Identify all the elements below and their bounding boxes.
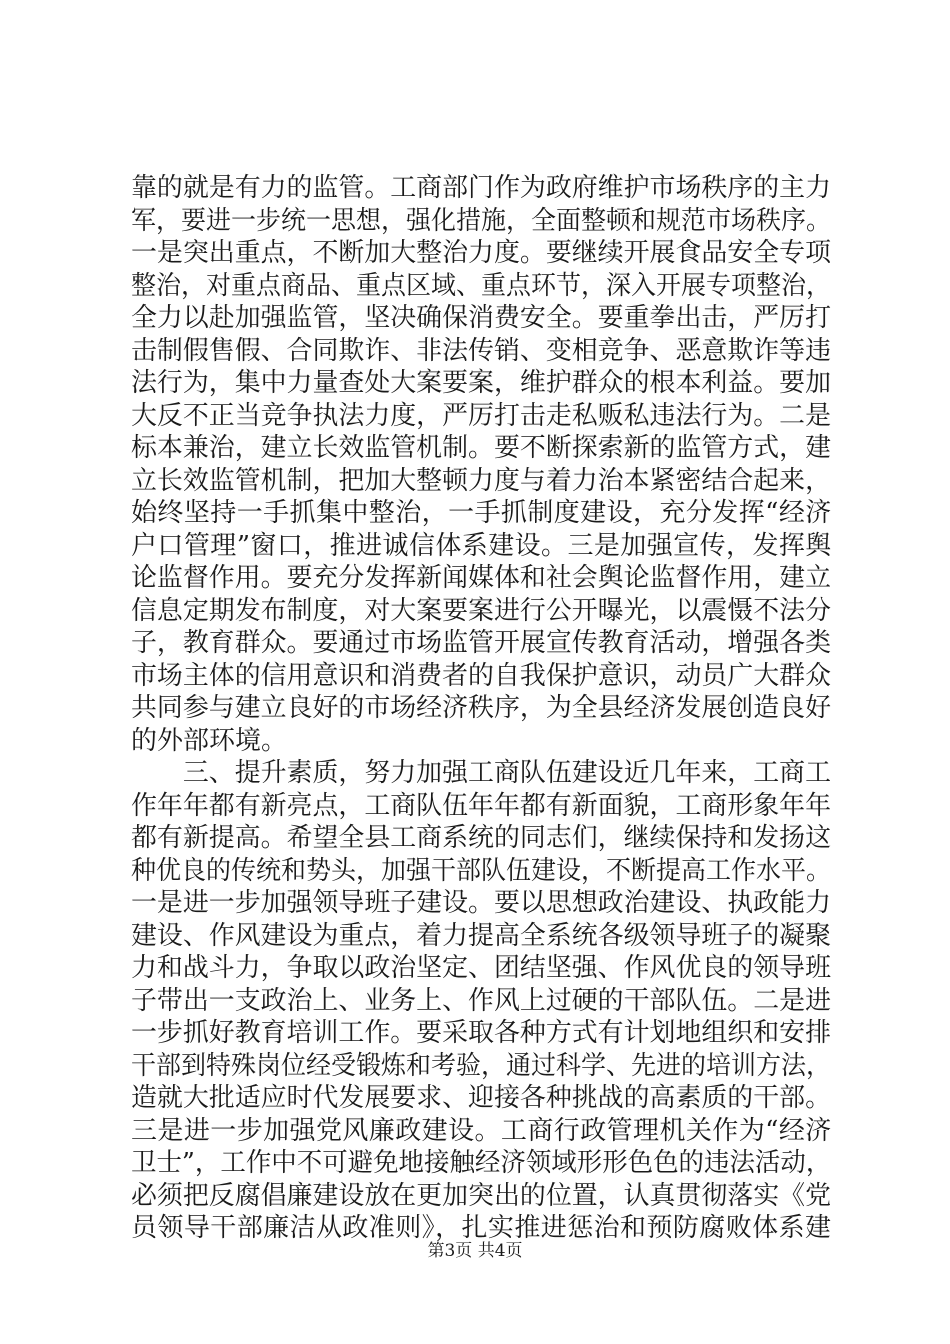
text-line: 一是突出重点，不断加大整治力度。要继续开展食品安全专项 bbox=[131, 238, 832, 268]
text-line: 力和战斗力，争取以政治坚定、团结坚强、作风优良的领导班 bbox=[131, 953, 832, 983]
text-line: 种优良的传统和势头，加强干部队伍建设，不断提高工作水平。 bbox=[131, 855, 832, 886]
text-line: 市场主体的信用意识和消费者的自我保护意识，动员广大群众 bbox=[131, 660, 832, 691]
text-line: 员领导干部廉洁从政准则》，扎实推进惩治和预防腐败体系建 bbox=[131, 1213, 832, 1243]
text-line: 标本兼治，建立长效监管机制。要不断探索新的监管方式，建 bbox=[131, 433, 832, 463]
text-line: 信息定期发布制度，对大案要案进行公开曝光，以震慑不法分 bbox=[131, 595, 832, 626]
text-line: 一步抓好教育培训工作。要采取各种方式有计划地组织和安排 bbox=[131, 1018, 832, 1048]
text-line: 论监督作用。要充分发挥新闻媒体和社会舆论监督作用，建立 bbox=[131, 563, 832, 593]
text-line: 三是进一步加强党风廉政建设。工商行政管理机关作为“经济 bbox=[131, 1115, 832, 1146]
text-line: 卫士”，工作中不可避免地接触经济领域形形色色的违法活动， bbox=[131, 1148, 832, 1178]
text-line: 干部到特殊岗位经受锻炼和考验，通过科学、先进的培训方法， bbox=[131, 1050, 832, 1081]
text-line: 作年年都有新亮点，工商队伍年年都有新面貌，工商形象年年 bbox=[131, 790, 832, 821]
page-footer: 第3页 共4页 bbox=[427, 1241, 523, 1261]
document-body bbox=[131, 172, 831, 1245]
text-line: 必须把反腐倡廉建设放在更加突出的位置，认真贯彻落实《党 bbox=[131, 1180, 832, 1211]
text-line: 一是进一步加强领导班子建设。要以思想政治建设、执政能力 bbox=[131, 888, 832, 918]
text-line: 户口管理”窗口，推进诚信体系建设。三是加强宣传，发挥舆 bbox=[131, 530, 832, 561]
text-line: 立长效监管机制，把加大整顿力度与着力治本紧密结合起来， bbox=[131, 465, 832, 496]
text-line: 靠的就是有力的监管。工商部门作为政府维护市场秩序的主力 bbox=[131, 173, 832, 203]
text-line: 击制假售假、合同欺诈、非法传销、变相竞争、恶意欺诈等违 bbox=[131, 335, 832, 366]
text-line: 的外部环境。 bbox=[131, 725, 288, 756]
text-line: 造就大批适应时代发展要求、迎接各种挑战的高素质的干部。 bbox=[131, 1083, 832, 1113]
text-line: 军，要进一步统一思想，强化措施，全面整顿和规范市场秩序。 bbox=[131, 205, 832, 236]
text-line: 始终坚持一手抓集中整治，一手抓制度建设，充分发挥“经济 bbox=[131, 498, 832, 528]
text-line: 建设、作风建设为重点，着力提高全系统各级领导班子的凝聚 bbox=[131, 920, 832, 951]
text-line: 共同参与建立良好的市场经济秩序，为全县经济发展创造良好 bbox=[131, 693, 832, 723]
text-line: 整治，对重点商品、重点区域、重点环节，深入开展专项整治， bbox=[131, 270, 832, 301]
text-line: 都有新提高。希望全县工商系统的同志们，继续保持和发扬这 bbox=[131, 823, 832, 853]
text-line: 法行为，集中力量查处大案要案，维护群众的根本利益。要加 bbox=[131, 368, 832, 398]
text-line: 子，教育群众。要通过市场监管开展宣传教育活动，增强各类 bbox=[131, 628, 832, 658]
text-line: 全力以赴加强监管，坚决确保消费安全。要重拳出击，严厉打 bbox=[131, 303, 832, 333]
text-line: 子带出一支政治上、业务上、作风上过硬的干部队伍。二是进 bbox=[131, 985, 832, 1016]
text-line: 三、提升素质，努力加强工商队伍建设近几年来，工商工 bbox=[131, 758, 832, 788]
text-line: 大反不正当竞争执法力度，严厉打击走私贩私违法行为。二是 bbox=[131, 400, 832, 431]
